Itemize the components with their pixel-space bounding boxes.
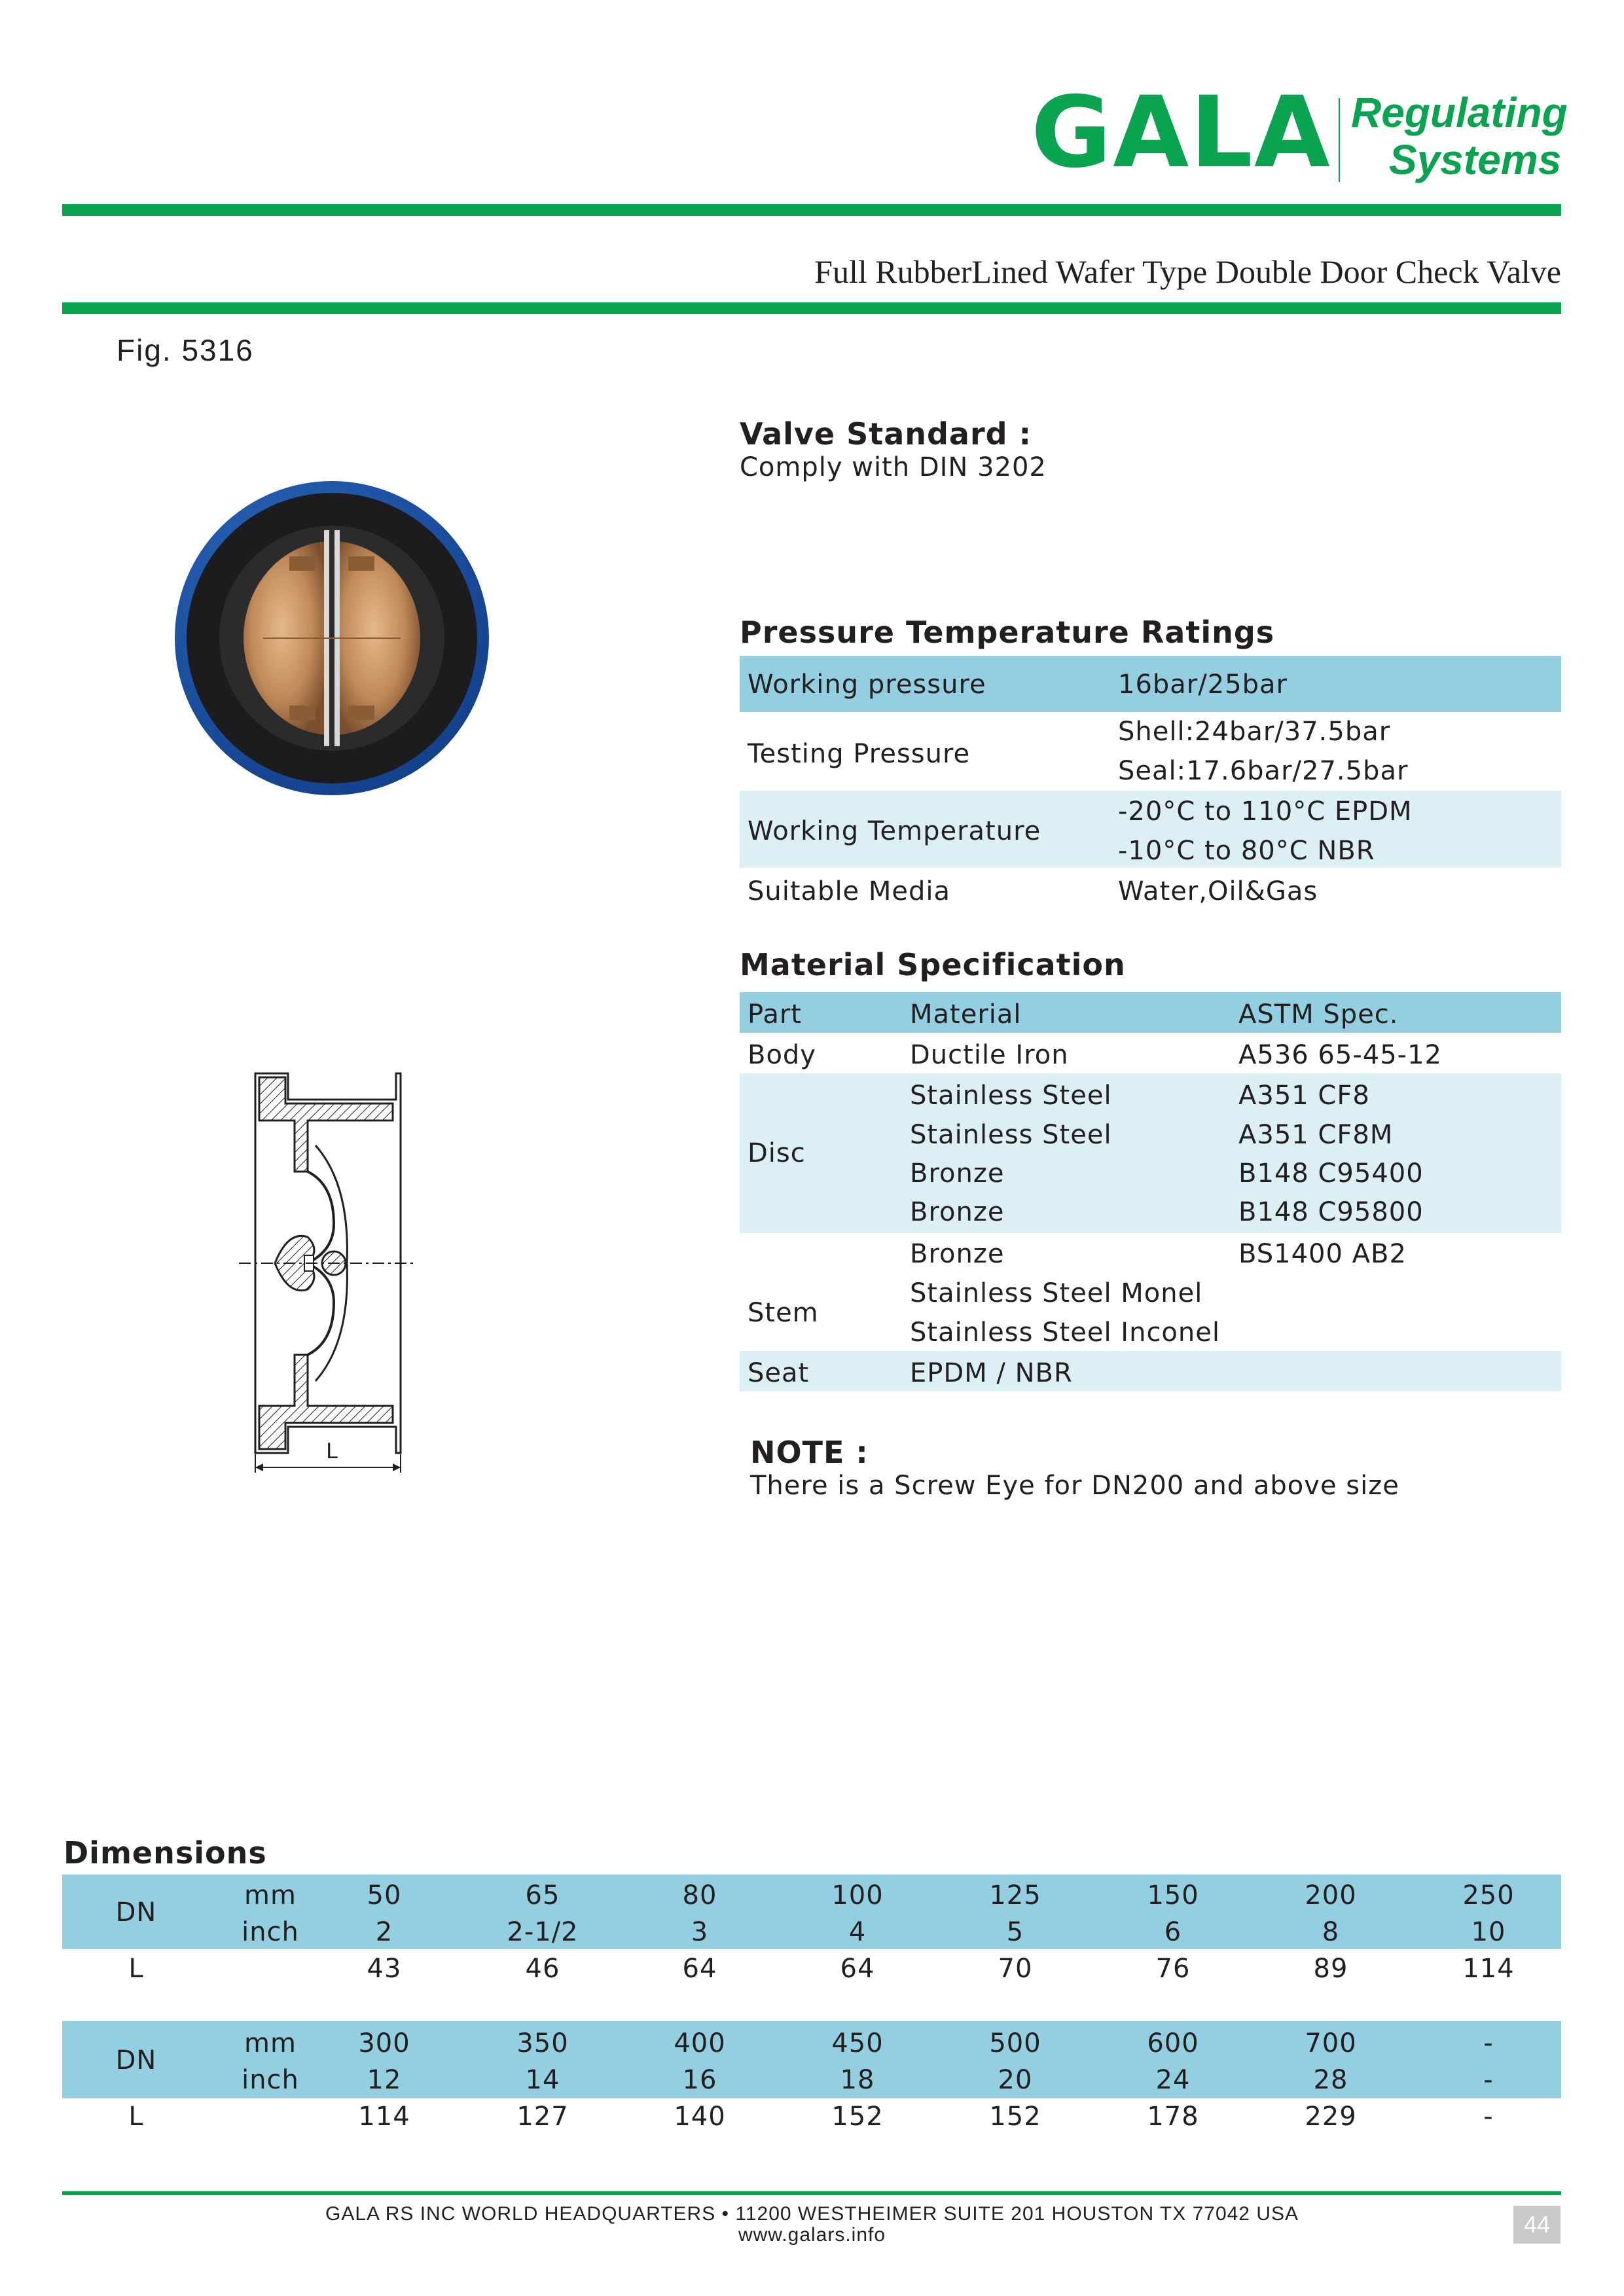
- material-astm: B148 C95800: [1238, 1197, 1424, 1227]
- dim-inch-cell: -: [1483, 2065, 1494, 2095]
- dim-mm-cell: -: [1483, 2028, 1494, 2058]
- material-astm: A351 CF8M: [1238, 1120, 1394, 1150]
- mm-label: mm: [244, 2028, 297, 2058]
- pressure-row: [740, 872, 1561, 911]
- material-name: Bronze: [910, 1197, 1005, 1227]
- note-text: There is a Screw Eye for DN200 and above size: [750, 1471, 1399, 1501]
- pressure-row: [740, 716, 1561, 787]
- pressure-label: Working Temperature: [748, 816, 1041, 846]
- material-col-part: Part: [748, 999, 802, 1030]
- material-part: Disc: [748, 1138, 806, 1168]
- dim-inch-cell: 5: [1006, 1917, 1024, 1947]
- dim-mm-cell: 80: [682, 1880, 717, 1910]
- material-row-seat: [740, 1351, 1561, 1391]
- dim-inch-cell: 4: [848, 1917, 867, 1947]
- material-astm: A351 CF8: [1238, 1081, 1370, 1111]
- dn-label: DN: [115, 1897, 157, 1928]
- pressure-value: -20°C to 110°C EPDM: [1118, 797, 1413, 827]
- dn-label: DN: [115, 2045, 157, 2075]
- dim-l-cell: 127: [516, 2102, 569, 2132]
- dim-mm-cell: 600: [1147, 2028, 1199, 2058]
- cross-section-drawing: [236, 1054, 419, 1473]
- dim-mm-cell: 350: [516, 2028, 569, 2058]
- dim-l-cell: 43: [367, 1954, 402, 1984]
- dim-inch-cell: 20: [998, 2065, 1033, 2095]
- dim-mm-cell: 400: [674, 2028, 726, 2058]
- brand-logo: GALA: [1031, 76, 1331, 190]
- valve-standard-text: Comply with DIN 3202: [740, 452, 1047, 482]
- material-part: Body: [748, 1040, 816, 1070]
- inch-label: inch: [242, 2065, 299, 2095]
- material-row-disc: [740, 1073, 1561, 1233]
- dim-inch-cell: 14: [525, 2065, 560, 2095]
- material-heading: Material Specification: [740, 947, 1126, 982]
- pressure-value: Shell:24bar/37.5bar: [1118, 717, 1391, 747]
- material-name: Stainless Steel: [910, 1120, 1112, 1150]
- dim-l-cell: -: [1483, 2102, 1494, 2132]
- material-name: Stainless Steel Monel: [910, 1278, 1203, 1308]
- material-name: Stainless Steel: [910, 1081, 1112, 1111]
- dim-mm-cell: 125: [989, 1880, 1041, 1910]
- dim-mm-cell: 500: [989, 2028, 1041, 2058]
- dim-l-cell: 70: [998, 1954, 1033, 1984]
- dim-mm-cell: 250: [1462, 1880, 1515, 1910]
- dim-mm-cell: 450: [831, 2028, 884, 2058]
- dimension-dn-row: [62, 1874, 1561, 1949]
- material-astm: B148 C95400: [1238, 1158, 1424, 1189]
- footer-address: GALA RS INC WORLD HEADQUARTERS • 11200 WESTHEIMER SUITE 201 HOUSTON TX 77042 USA: [325, 2203, 1299, 2225]
- material-name: Ductile Iron: [910, 1040, 1069, 1070]
- valve-standard-heading: Valve Standard :: [740, 416, 1032, 452]
- dimension-l-row: [62, 2098, 1561, 2138]
- note-heading: NOTE :: [750, 1435, 869, 1470]
- page-number: 44: [1513, 2206, 1561, 2244]
- dim-inch-cell: 16: [682, 2065, 717, 2095]
- logo-divider: [1339, 98, 1340, 182]
- mm-label: mm: [244, 1880, 297, 1910]
- l-label: L: [128, 1954, 144, 1984]
- dim-l-cell: 76: [1155, 1954, 1191, 1984]
- material-name: EPDM / NBR: [910, 1358, 1073, 1388]
- dimension-l-row: [62, 1949, 1561, 1990]
- material-row-disc-cont: [740, 1233, 1561, 1272]
- dim-inch-cell: 12: [367, 2065, 402, 2095]
- material-astm: A536 65-45-12: [1238, 1040, 1442, 1070]
- material-row-stem: [740, 1272, 1561, 1351]
- material-name: Bronze: [910, 1239, 1005, 1269]
- dim-inch-cell: 2: [375, 1917, 393, 1947]
- pressure-label: Working pressure: [748, 670, 986, 700]
- pressure-label: Testing Pressure: [748, 739, 971, 769]
- material-row-body: [740, 1033, 1561, 1072]
- footer-rule: [62, 2191, 1561, 2195]
- dim-inch-cell: 10: [1471, 1917, 1506, 1947]
- dim-mm-cell: 100: [831, 1880, 884, 1910]
- pressure-value: 16bar/25bar: [1118, 670, 1288, 700]
- dim-l-cell: 46: [525, 1954, 560, 1984]
- material-col-material: Material: [910, 999, 1022, 1030]
- dim-inch-cell: 6: [1164, 1917, 1182, 1947]
- dim-mm-cell: 65: [525, 1880, 560, 1910]
- pressure-value: Seal:17.6bar/27.5bar: [1118, 756, 1409, 786]
- valve-photo: [171, 478, 492, 798]
- dim-inch-cell: 28: [1313, 2065, 1348, 2095]
- figure-number: Fig. 5316: [117, 333, 254, 367]
- dim-l-cell: 114: [358, 2102, 410, 2132]
- dim-mm-cell: 700: [1305, 2028, 1357, 2058]
- material-name: Bronze: [910, 1158, 1005, 1189]
- material-col-astm: ASTM Spec.: [1238, 999, 1399, 1030]
- dim-l-cell: 152: [831, 2102, 884, 2132]
- page-title: Full RubberLined Wafer Type Double Door Check Valve: [814, 253, 1561, 290]
- dim-inch-cell: 8: [1322, 1917, 1340, 1947]
- pressure-value: Water,Oil&Gas: [1118, 876, 1318, 906]
- dim-l-cell: 229: [1305, 2102, 1357, 2132]
- inch-label: inch: [242, 1917, 299, 1947]
- dim-l-cell: 89: [1313, 1954, 1348, 1984]
- pressure-label: Suitable Media: [748, 876, 951, 906]
- dim-inch-cell: 3: [691, 1917, 709, 1947]
- dimension-dn-row: [62, 2021, 1561, 2098]
- dim-inch-cell: 24: [1155, 2065, 1191, 2095]
- dimension-label-l: L: [326, 1439, 338, 1463]
- dim-mm-cell: 300: [358, 2028, 410, 2058]
- pressure-row: [740, 656, 1561, 712]
- dim-mm-cell: 50: [367, 1880, 402, 1910]
- pressure-value: -10°C to 80°C NBR: [1118, 836, 1375, 866]
- pressure-heading: Pressure Temperature Ratings: [740, 615, 1275, 650]
- dimensions-heading: Dimensions: [63, 1835, 267, 1871]
- dim-l-cell: 64: [682, 1954, 717, 1984]
- dim-l-cell: 152: [989, 2102, 1041, 2132]
- dim-inch-cell: 2-1/2: [507, 1917, 579, 1947]
- brand-tagline-1: Regulating: [1351, 89, 1568, 136]
- l-label: L: [128, 2102, 144, 2132]
- material-name: Stainless Steel Inconel: [910, 1318, 1220, 1348]
- header-rule-top: [62, 204, 1561, 216]
- material-part: Seat: [748, 1358, 810, 1388]
- material-header-row: [740, 992, 1561, 1033]
- dim-mm-cell: 150: [1147, 1880, 1199, 1910]
- brand-tagline-2: Systems: [1389, 136, 1562, 183]
- dim-l-cell: 178: [1147, 2102, 1199, 2132]
- dim-inch-cell: 18: [840, 2065, 875, 2095]
- dim-mm-cell: 200: [1305, 1880, 1357, 1910]
- dim-l-cell: 140: [674, 2102, 726, 2132]
- footer-website[interactable]: www.galars.info: [738, 2224, 886, 2246]
- material-part: Stem: [748, 1298, 819, 1328]
- material-astm: BS1400 AB2: [1238, 1239, 1407, 1269]
- header-rule-bottom: [62, 302, 1561, 314]
- pressure-row: [740, 791, 1561, 868]
- dim-l-cell: 64: [840, 1954, 875, 1984]
- dim-l-cell: 114: [1462, 1954, 1515, 1984]
